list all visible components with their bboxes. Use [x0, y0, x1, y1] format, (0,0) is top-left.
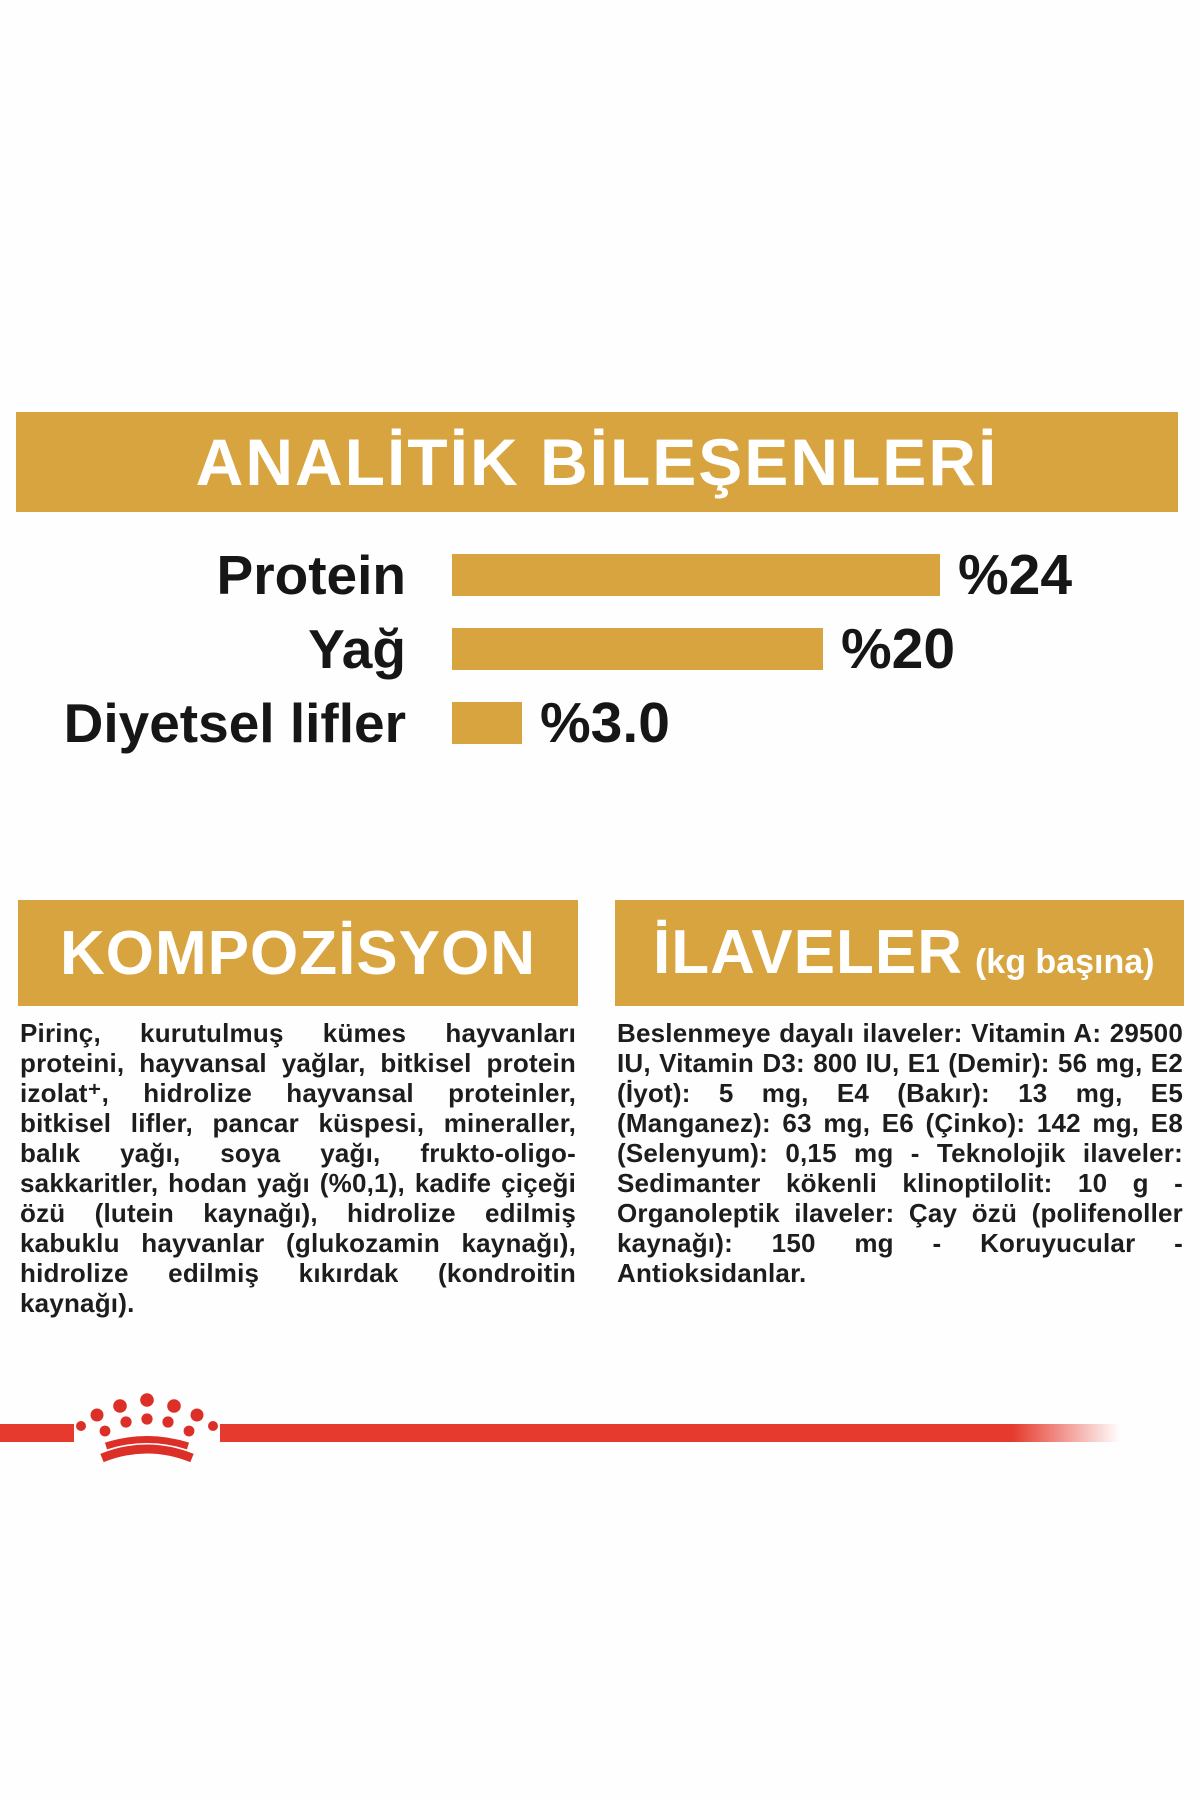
composition-body-text: Pirinç, kurutulmuş kümes hayvanları proteini, hayvansal yağlar, bitkisel protein izolat⁺, hidrolize hayvansal proteinler, bitkisel lifler, pancar küspesi, mineraller, balık yağı, soya yağı, frukto-oligo-sakkaritler, hodan yağı (%0,1), kadife çiçeği özü (lutein kaynağı), hidrolize edilmiş kabuklu hayvanlar (glukozamin kaynağı), hidrolize edilmiş kıkırdak (kondroitin kaynağı).	[20, 1018, 576, 1318]
chart-bar	[452, 628, 823, 670]
chart-value-label: %3.0	[540, 691, 670, 755]
additives-body-text: Beslenmeye dayalı ilaveler: Vitamin A: 29500 IU, Vitamin D3: 800 IU, E1 (Demir): 56 mg, E2 (İyot): 5 mg, E4 (Bakır): 13 mg, E5 (Manganez): 63 mg, E6 (Çinko): 142 mg, E8 (Selenyum): 0,15 mg - Teknolojik ilaveler: Sedimanter kökenli klinoptilolit: 10 g - Organoleptik ilaveler: Çay özü (polifenoller kaynağı): 150 mg - Koruyucular - Antioksidanlar.	[617, 1018, 1183, 1288]
chart-category-label: Yağ	[308, 618, 406, 680]
additives-section-header	[615, 900, 1184, 1006]
chart-bar	[452, 702, 522, 744]
chart-row-yag	[0, 617, 1200, 681]
analytics-section-header	[16, 412, 1178, 512]
chart-value-label: %24	[958, 543, 1073, 607]
chart-row-protein	[0, 543, 1200, 607]
chart-row-diyetsel-lifler	[0, 691, 1200, 755]
chart-category-label: Protein	[216, 544, 406, 606]
chart-bar	[452, 554, 940, 596]
analytics-section-title: ANALİTİK BİLEŞENLERİ	[195, 425, 999, 499]
additives-section-subtitle: (kg başına)	[974, 943, 1155, 981]
composition-section-title: KOMPOZİSYON	[59, 918, 537, 988]
footer-red-rule-left	[0, 1424, 74, 1442]
footer-red-rule-right	[220, 1424, 1120, 1442]
chart-category-label: Diyetsel lifler	[63, 692, 406, 754]
additives-section-title: İLAVELER	[653, 918, 963, 987]
royal-canin-crown-icon	[74, 1392, 220, 1466]
chart-value-label: %20	[841, 617, 956, 681]
composition-section-header	[18, 900, 578, 1006]
